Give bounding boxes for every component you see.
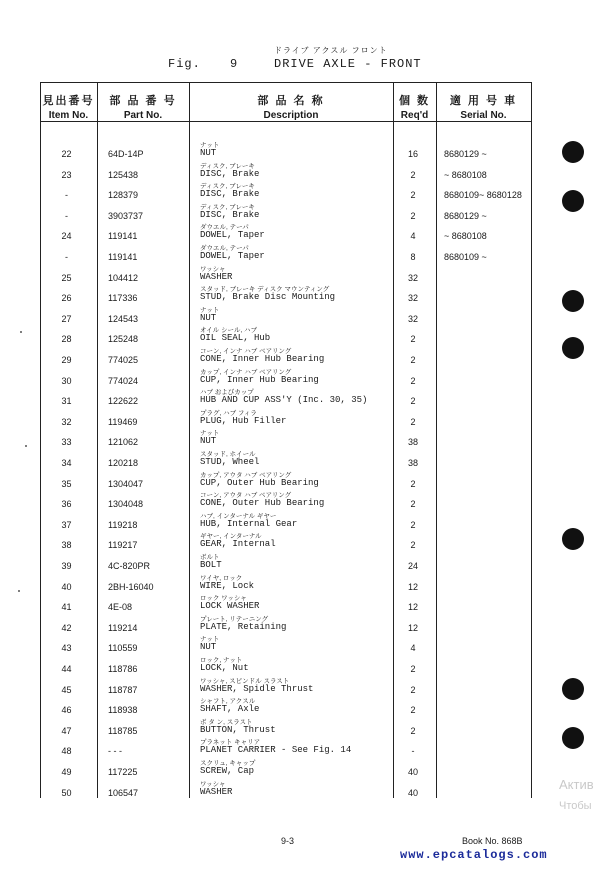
part-number: 104412: [108, 272, 139, 283]
table-row: [40, 615, 531, 635]
description-ja: ダウエル, テーパ: [200, 245, 249, 252]
header-part-en: Part No.: [123, 110, 163, 121]
description-ja: ディスク, ブレーキ: [200, 183, 255, 191]
required-qty: 40: [407, 787, 418, 798]
part-number: 64D-14P: [108, 149, 144, 159]
description-en: DISC, Brake: [200, 189, 260, 200]
part-number: 3903737: [108, 210, 144, 221]
header-desc-ja: 部 品 名 称: [257, 95, 325, 107]
item-number: 23: [61, 169, 72, 180]
item-number: 43: [61, 643, 72, 654]
description-ja: ダウエル, テーパ: [200, 224, 249, 232]
part-number: 118785: [108, 725, 138, 736]
description-en: LOCK WASHER: [200, 601, 260, 612]
description-en: NUT: [200, 642, 217, 653]
description-en: HUB AND CUP ASS'Y (Inc. 30, 35): [200, 395, 368, 406]
description-en: STUD, Wheel: [200, 457, 260, 467]
book-number: Book No. 868B: [462, 836, 523, 846]
part-number: 118938: [108, 705, 138, 716]
description-en: WASHER: [200, 271, 233, 282]
description-ja: ロック ワッシャ: [200, 595, 247, 603]
header-req-en: Req'd: [400, 110, 429, 121]
binder-hole: [562, 141, 584, 163]
header-part-ja: 部 品 番 号: [109, 95, 177, 107]
header-item: [40, 92, 97, 121]
binder-hole: [562, 337, 584, 359]
table-row: [40, 697, 531, 717]
header-desc-en: Description: [263, 110, 319, 121]
required-qty: 2: [410, 684, 416, 695]
table-row: [40, 347, 531, 367]
item-number: 26: [61, 293, 72, 304]
item-number: 24: [61, 231, 72, 242]
figure-number: 9: [230, 57, 238, 71]
item-number: 37: [61, 519, 72, 530]
description-ja: プラグ, ハブ フィラ: [200, 409, 257, 417]
description-ja: プレート, リテーニング: [200, 615, 269, 623]
part-number: 119141: [108, 252, 138, 262]
part-number: 1304048: [108, 499, 144, 510]
table-row: [40, 368, 531, 388]
required-qty: 2: [410, 169, 416, 180]
required-qty: 38: [407, 437, 418, 448]
required-qty: 32: [407, 272, 418, 283]
table-row: [40, 759, 531, 779]
description-en: SCREW, Cap: [200, 766, 255, 776]
table-row: [40, 182, 531, 202]
serial-range: 8680109 ~: [444, 252, 487, 262]
item-number: 35: [61, 478, 72, 489]
header-part: [97, 92, 189, 121]
header-serial: [436, 92, 531, 121]
required-qty: 2: [410, 355, 416, 365]
item-number: 42: [61, 622, 72, 633]
required-qty: 38: [407, 458, 418, 468]
table-row: [40, 244, 531, 264]
part-number: 120218: [108, 458, 139, 468]
description-en: DOWEL, Taper: [200, 230, 265, 241]
table-row: [40, 677, 531, 697]
description-en: STUD, Brake Disc Mounting: [200, 292, 336, 303]
part-number: 106547: [108, 787, 139, 798]
activation-overlay-line1: Актив: [559, 777, 594, 792]
description-ja: カップ, アウタ ハブ ベアリング: [200, 471, 292, 479]
description-en: CONE, Inner Hub Bearing: [200, 354, 325, 364]
item-number: 44: [61, 664, 72, 674]
part-number: 119218: [108, 519, 138, 530]
description-en: NUT: [200, 148, 217, 158]
description-ja: シャフト, アクスル: [200, 698, 256, 706]
part-number: 1304047: [108, 478, 144, 489]
item-number: 33: [61, 437, 72, 448]
description-ja: ナット: [200, 430, 220, 438]
part-number: 118787: [108, 684, 138, 695]
table-row: [40, 162, 531, 182]
figure-label: Fig.: [168, 57, 201, 71]
description-en: GEAR, Internal: [200, 539, 276, 550]
table-row: [40, 450, 531, 470]
table-top-rule: [40, 82, 531, 83]
item-number: 49: [61, 767, 72, 777]
part-number: 119141: [108, 231, 138, 242]
description-ja: ワッシャ: [200, 265, 226, 273]
description-ja: コーン, インナ ハブ ベアリング: [200, 348, 292, 355]
required-qty: 2: [410, 725, 416, 736]
description-en: LOCK, Nut: [200, 663, 249, 673]
description-en: BOLT: [200, 560, 222, 570]
item-number: -: [65, 190, 68, 201]
table-row: [40, 738, 531, 758]
header-req-ja: 個 数: [398, 95, 431, 107]
part-number: - - -: [108, 746, 122, 757]
description-ja: ロック, ナット: [200, 657, 243, 664]
required-qty: 2: [410, 396, 416, 407]
table-row: [40, 223, 531, 243]
activation-overlay-line2: Чтобы: [559, 800, 592, 812]
table-row: [40, 656, 531, 676]
scan-speck: [25, 445, 27, 447]
description-ja: ナット: [200, 142, 220, 149]
binder-hole: [562, 190, 584, 212]
required-qty: 8: [410, 252, 416, 262]
part-number: 4E-08: [108, 602, 133, 613]
description-en: PLUG, Hub Filler: [200, 415, 287, 426]
required-qty: 12: [407, 581, 418, 592]
table-row: [40, 491, 531, 511]
required-qty: 16: [407, 149, 418, 159]
required-qty: 4: [410, 231, 416, 242]
item-number: 30: [61, 375, 72, 386]
table-row: [40, 203, 531, 223]
table-row: [40, 780, 531, 800]
description-ja: ナット: [200, 306, 220, 314]
description-ja: ナット: [200, 636, 220, 644]
description-en: WASHER, Spidle Thrust: [200, 683, 314, 694]
item-number: 22: [61, 149, 72, 159]
item-number: 38: [61, 540, 72, 551]
description-ja: ディスク, ブレーキ: [200, 203, 255, 211]
table-row: [40, 306, 531, 326]
table-row: [40, 471, 531, 491]
binder-hole: [562, 727, 584, 749]
serial-range: ~ 8680108: [444, 231, 487, 242]
required-qty: 2: [410, 540, 416, 551]
table-row: [40, 326, 531, 346]
part-number: 121062: [108, 437, 139, 448]
required-qty: 2: [410, 334, 416, 345]
item-number: 41: [61, 602, 72, 613]
description-ja: オイル シール, ハブ: [200, 327, 257, 335]
description-en: WIRE, Lock: [200, 580, 255, 591]
serial-range: 8680129 ~: [444, 149, 487, 159]
scan-speck: [20, 331, 22, 333]
description-ja: スタッド, ブレーキ ディスク マウンティング: [200, 286, 330, 294]
header-serial-ja: 適 用 号 車: [449, 95, 518, 107]
description-en: DISC, Brake: [200, 168, 260, 179]
item-number: 48: [61, 746, 72, 757]
item-number: 39: [61, 561, 72, 571]
item-number: 25: [61, 272, 72, 283]
part-number: 124543: [108, 313, 139, 324]
header-required: [393, 92, 436, 121]
table-row: [40, 429, 531, 449]
binder-hole: [562, 528, 584, 550]
description-en: NUT: [200, 436, 217, 447]
binder-hole: [562, 678, 584, 700]
description-ja: ディスク, ブレーキ: [200, 162, 255, 170]
part-number: 117225: [108, 767, 138, 777]
part-number: 2BH-16040: [108, 581, 154, 592]
item-number: 45: [61, 684, 72, 695]
part-number: 125438: [108, 169, 139, 180]
item-number: 40: [61, 581, 72, 592]
item-number: 32: [61, 416, 72, 427]
description-ja: カップ, インナ ハブ ベアリング: [200, 368, 292, 376]
part-number: 119217: [108, 540, 138, 551]
description-ja: プラネット キャリア: [200, 739, 261, 747]
description-en: CUP, Inner Hub Bearing: [200, 374, 319, 385]
table-row: [40, 265, 531, 285]
page-number: 9-3: [281, 836, 295, 846]
description-en: CONE, Outer Hub Bearing: [200, 498, 325, 509]
required-qty: 24: [407, 561, 418, 571]
scan-speck: [18, 590, 20, 592]
table-row: [40, 594, 531, 614]
description-ja: ボルト: [200, 554, 220, 561]
description-ja: ハブ およびカップ: [200, 389, 254, 397]
item-number: 50: [61, 787, 72, 798]
description-en: NUT: [200, 312, 217, 323]
description-en: DISC, Brake: [200, 209, 260, 220]
part-number: 4C-820PR: [108, 561, 151, 571]
table-row: [40, 285, 531, 305]
item-number: 47: [61, 725, 72, 736]
description-en: HUB, Internal Gear: [200, 518, 298, 529]
required-qty: 2: [410, 664, 416, 674]
description-en: OIL SEAL, Hub: [200, 333, 271, 344]
binder-hole: [562, 290, 584, 312]
description-en: WASHER: [200, 786, 233, 797]
description-en: SHAFT, Axle: [200, 704, 260, 715]
page-title: DRIVE AXLE - FRONT: [274, 57, 422, 71]
required-qty: 40: [407, 767, 418, 777]
table-right-border: [531, 82, 532, 798]
part-number: 119214: [108, 622, 138, 633]
header-item-ja: 見出番号: [42, 95, 95, 107]
item-number: 28: [61, 334, 72, 345]
table-row: [40, 512, 531, 532]
description-ja: スタッド, ホイール: [200, 451, 256, 458]
table-row: [40, 553, 531, 573]
table-row: [40, 718, 531, 738]
item-number: 27: [61, 313, 72, 324]
header-item-en: Item No.: [48, 110, 89, 121]
part-number: 117336: [108, 293, 138, 304]
required-qty: 32: [407, 293, 418, 304]
table-row: [40, 388, 531, 408]
description-ja: ワッシャ, スピンドル スラスト: [200, 677, 290, 685]
required-qty: 2: [410, 519, 416, 530]
part-number: 125248: [108, 334, 139, 345]
table-row: [40, 409, 531, 429]
item-number: -: [65, 252, 68, 262]
table-row: [40, 141, 531, 161]
required-qty: 4: [410, 643, 416, 654]
item-number: 36: [61, 499, 72, 510]
part-number: 110559: [108, 643, 138, 654]
required-qty: 2: [410, 190, 416, 201]
description-ja: スクリュ, キャップ: [200, 760, 256, 767]
description-ja: ワッシャ: [200, 780, 226, 788]
table-row: [40, 574, 531, 594]
serial-range: 8680129 ~: [444, 210, 487, 221]
required-qty: 32: [407, 313, 418, 324]
part-number: 118786: [108, 664, 138, 674]
header-description: [189, 92, 393, 121]
part-number: 122622: [108, 396, 139, 407]
serial-range: ~ 8680108: [444, 169, 487, 180]
description-ja: コーン, アウタ ハブ ベアリング: [200, 492, 292, 500]
part-number: 119469: [108, 416, 138, 427]
title-japanese: ドライブ アクスル フロント: [274, 46, 388, 55]
required-qty: 2: [410, 375, 416, 386]
table-row: [40, 635, 531, 655]
description-ja: ハブ, インターナル ギヤー: [200, 512, 277, 520]
serial-range: 8680109~ 8680128: [444, 190, 522, 201]
required-qty: 2: [410, 499, 416, 510]
header-serial-en: Serial No.: [460, 110, 507, 121]
item-number: 34: [61, 458, 72, 468]
description-ja: ワイヤ, ロック: [200, 574, 243, 582]
description-en: PLANET CARRIER - See Fig. 14: [200, 745, 352, 756]
required-qty: 12: [407, 602, 418, 613]
required-qty: -: [411, 746, 415, 757]
required-qty: 2: [410, 416, 416, 427]
description-en: CUP, Outer Hub Bearing: [200, 477, 319, 488]
item-number: 29: [61, 355, 72, 365]
required-qty: 2: [410, 705, 416, 716]
description-en: BUTTON, Thrust: [200, 724, 276, 735]
part-number: 774024: [108, 375, 139, 386]
description-ja: ボ タ ン, スラスト: [200, 718, 253, 726]
part-number: 128379: [108, 190, 139, 201]
description-ja: ギヤー, インターナル: [200, 533, 262, 541]
description-en: DOWEL, Taper: [200, 251, 265, 261]
item-number: 31: [61, 396, 72, 407]
watermark-url: www.epcatalogs.com: [400, 848, 548, 862]
part-number: 774025: [108, 355, 139, 365]
required-qty: 2: [410, 478, 416, 489]
required-qty: 2: [410, 210, 416, 221]
item-number: -: [65, 210, 68, 221]
table-row: [40, 532, 531, 552]
description-en: PLATE, Retaining: [200, 621, 287, 632]
table-header-rule: [40, 121, 531, 122]
required-qty: 12: [407, 622, 418, 633]
item-number: 46: [61, 705, 72, 716]
